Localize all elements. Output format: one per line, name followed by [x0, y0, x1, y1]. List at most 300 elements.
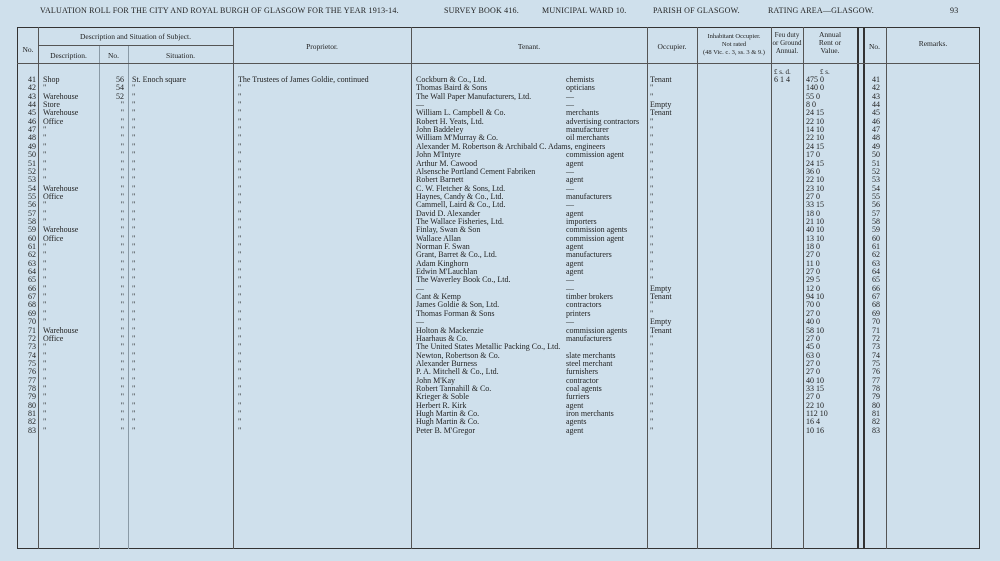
row-number-right: 75 — [872, 358, 880, 368]
row-tenant: Wallace Allan — [416, 233, 461, 243]
row-proprietor: " — [238, 308, 242, 318]
header-title: VALUATION ROLL FOR THE CITY AND ROYAL BURGH OF GLASGOW FOR THE YEAR 1913-14. — [40, 6, 399, 15]
row-number-right: 41 — [872, 75, 880, 84]
col-header-num: No. — [107, 51, 120, 60]
row-tenant: Hugh Martin & Co. — [416, 409, 480, 418]
row-occupier: " — [650, 267, 654, 277]
row-rent: 27 0 — [806, 392, 820, 402]
table-row — [0, 126, 1000, 134]
row-situation: " — [132, 166, 136, 176]
row-number-right: 64 — [872, 267, 880, 277]
row-occupier: " — [650, 141, 654, 151]
row-proprietor: " — [238, 108, 242, 118]
row-proprietor: " — [238, 367, 242, 377]
row-tenant: Robert H. Yeats, Ltd. — [416, 116, 484, 126]
row-rent: 475 0 — [806, 75, 824, 84]
table-row — [0, 393, 1000, 401]
row-trade: manufacturers — [566, 333, 612, 343]
row-tenant: Newton, Robertson & Co. — [416, 350, 500, 360]
row-situation: " — [132, 175, 136, 185]
row-number-right: 74 — [872, 350, 880, 360]
row-description: " — [43, 350, 47, 360]
row-description: " — [43, 242, 47, 251]
row-trade: agent — [566, 175, 584, 185]
col-header-feu — [771, 31, 803, 55]
row-number: 54 — [28, 183, 36, 193]
table-row — [0, 410, 1000, 418]
row-street-number: " — [120, 250, 124, 260]
row-trade: — — [566, 200, 574, 210]
row-rent: 55 0 — [806, 91, 820, 101]
row-tenant: Alexander M. Robertson & Archibald C. Adams, engineers — [416, 141, 606, 151]
row-occupier: " — [650, 308, 654, 318]
table-row — [0, 301, 1000, 309]
table-row — [0, 327, 1000, 335]
row-number: 45 — [28, 108, 36, 118]
table-row — [0, 318, 1000, 326]
row-trade: iron merchants — [566, 409, 614, 418]
row-situation: " — [132, 191, 136, 201]
table-row — [0, 368, 1000, 376]
row-street-number: " — [120, 325, 124, 335]
row-occupier: " — [650, 400, 654, 410]
row-tenant: William M'Murray & Co. — [416, 133, 498, 143]
row-rent: 27 0 — [806, 367, 820, 377]
row-occupier: " — [650, 375, 654, 385]
row-street-number: " — [120, 225, 124, 235]
row-situation: " — [132, 250, 136, 260]
row-tenant: John Baddeley — [416, 125, 464, 135]
row-situation: " — [132, 108, 136, 118]
row-proprietor: " — [238, 267, 242, 277]
row-number-right: 77 — [872, 375, 880, 385]
row-occupier: " — [650, 417, 654, 427]
row-description: Warehouse — [43, 91, 79, 101]
row-number: 76 — [28, 367, 36, 377]
row-trade: manufacturers — [566, 250, 612, 260]
row-trade: — — [566, 317, 574, 327]
row-number-right: 71 — [872, 325, 880, 335]
row-trade: agents — [566, 417, 587, 427]
row-proprietor: " — [238, 392, 242, 402]
row-rent: 27 0 — [806, 267, 820, 277]
row-description: Office — [43, 116, 64, 126]
row-rent: 8 0 — [806, 100, 816, 110]
row-occupier: " — [650, 208, 654, 218]
row-number: 74 — [28, 350, 36, 360]
row-rent: 33 15 — [806, 383, 824, 393]
row-tenant: Herbert R. Kirk — [416, 400, 467, 410]
row-occupier: " — [650, 358, 654, 368]
row-description: " — [43, 342, 47, 352]
row-situation: " — [132, 225, 136, 235]
row-number: 44 — [28, 100, 36, 110]
row-rent: 22 10 — [806, 116, 824, 126]
row-number: 62 — [28, 250, 36, 260]
row-proprietor: " — [238, 158, 242, 168]
row-trade: contractors — [566, 300, 602, 310]
row-trade: agent — [566, 242, 584, 251]
row-occupier: " — [650, 158, 654, 168]
row-number-right: 65 — [872, 275, 880, 285]
row-situation: " — [132, 275, 136, 285]
row-rent: 140 0 — [806, 83, 824, 93]
row-number-right: 48 — [872, 133, 880, 143]
row-description: " — [43, 158, 47, 168]
row-rent: 29 5 — [806, 275, 820, 285]
row-rent: 40 10 — [806, 225, 824, 235]
row-proprietor: " — [238, 292, 242, 302]
table-row — [0, 168, 1000, 176]
row-occupier: Tenant — [650, 292, 672, 302]
row-occupier: " — [650, 233, 654, 243]
row-situation: " — [132, 400, 136, 410]
row-tenant: C. W. Fletcher & Sons, Ltd. — [416, 183, 506, 193]
col-header-situation: Situation. — [166, 51, 195, 60]
row-situation: " — [132, 300, 136, 310]
row-occupier: " — [650, 175, 654, 185]
row-situation: " — [132, 292, 136, 302]
row-description: " — [43, 409, 47, 418]
table-row — [0, 285, 1000, 293]
table-row — [0, 109, 1000, 117]
row-street-number: " — [120, 333, 124, 343]
row-number-right: 56 — [872, 200, 880, 210]
row-occupier: " — [650, 383, 654, 393]
row-rent: 36 0 — [806, 166, 820, 176]
row-number: 57 — [28, 208, 36, 218]
row-proprietor: " — [238, 91, 242, 101]
row-description: " — [43, 358, 47, 368]
row-situation: " — [132, 409, 136, 418]
row-rent: 16 4 — [806, 417, 820, 427]
row-tenant: Grant, Barret & Co., Ltd. — [416, 250, 497, 260]
row-trade: furriers — [566, 392, 590, 402]
row-rent: 22 10 — [806, 133, 824, 143]
row-number: 69 — [28, 308, 36, 318]
row-occupier: " — [650, 183, 654, 193]
row-rent: 70 0 — [806, 300, 820, 310]
row-rent: 94 10 — [806, 292, 824, 302]
row-description: " — [43, 150, 47, 160]
row-street-number: " — [120, 417, 124, 427]
row-street-number: " — [120, 275, 124, 285]
col-header-remarks: Remarks. — [918, 39, 948, 48]
row-tenant: Alsensche Portland Cement Fabriken — [416, 166, 536, 176]
row-occupier: " — [650, 350, 654, 360]
row-tenant: Cant & Kemp — [416, 292, 461, 302]
row-occupier: " — [650, 125, 654, 135]
col-header-tenant: Tenant. — [517, 42, 541, 51]
row-tenant: Haarhaus & Co. — [416, 333, 468, 343]
row-description: " — [43, 417, 47, 427]
row-number-right: 44 — [872, 100, 880, 110]
row-occupier: Tenant — [650, 325, 672, 335]
row-occupier: " — [650, 425, 654, 435]
row-rent: 27 0 — [806, 308, 820, 318]
row-occupier: " — [650, 367, 654, 377]
row-proprietor: " — [238, 83, 242, 93]
row-rent: 27 0 — [806, 250, 820, 260]
row-situation: " — [132, 183, 136, 193]
row-street-number: " — [120, 233, 124, 243]
row-tenant: Hugh Martin & Co. — [416, 417, 480, 427]
table-row — [0, 260, 1000, 268]
row-description: Office — [43, 333, 64, 343]
row-occupier: " — [650, 116, 654, 126]
row-situation: " — [132, 308, 136, 318]
row-street-number: " — [120, 358, 124, 368]
rent-line1: Annual — [818, 30, 842, 39]
row-tenant: Haynes, Candy & Co., Ltd. — [416, 191, 504, 201]
table-row — [0, 235, 1000, 243]
row-tenant: P. A. Mitchell & Co., Ltd. — [416, 367, 499, 377]
row-number: 79 — [28, 392, 36, 402]
table-row — [0, 418, 1000, 426]
row-trade: contractor — [566, 375, 599, 385]
row-tenant: Cockburn & Co., Ltd. — [416, 75, 487, 84]
row-proprietor: " — [238, 216, 242, 226]
row-proprietor: " — [238, 375, 242, 385]
row-description: Warehouse — [43, 183, 79, 193]
row-number-right: 51 — [872, 158, 880, 168]
rent-currency-label: £ s. — [820, 68, 830, 76]
row-proprietor: " — [238, 242, 242, 251]
row-street-number: " — [120, 350, 124, 360]
row-number-right: 46 — [872, 116, 880, 126]
row-number-right: 83 — [872, 425, 880, 435]
row-description: " — [43, 308, 47, 318]
row-number-right: 50 — [872, 150, 880, 160]
row-proprietor: " — [238, 183, 242, 193]
row-number: 58 — [28, 216, 36, 226]
row-trade: manufacturer — [566, 125, 609, 135]
row-tenant: — — [416, 100, 424, 110]
table-row — [0, 118, 1000, 126]
table-row — [0, 360, 1000, 368]
row-number: 70 — [28, 317, 36, 327]
row-rent: 27 0 — [806, 333, 820, 343]
table-row — [0, 402, 1000, 410]
row-tenant: The Wallace Fisheries, Ltd. — [416, 216, 504, 226]
table-row — [0, 93, 1000, 101]
row-description: " — [43, 383, 47, 393]
header-ward: MUNICIPAL WARD 10. — [542, 6, 627, 15]
row-situation: " — [132, 233, 136, 243]
row-number: 68 — [28, 300, 36, 310]
row-trade: — — [566, 275, 574, 285]
row-number: 59 — [28, 225, 36, 235]
row-proprietor: " — [238, 116, 242, 126]
row-proprietor: " — [238, 166, 242, 176]
row-occupier: " — [650, 392, 654, 402]
row-description: Office — [43, 191, 64, 201]
row-description: " — [43, 175, 47, 185]
row-street-number: " — [120, 191, 124, 201]
row-number: 46 — [28, 116, 36, 126]
row-rent: 33 15 — [806, 200, 824, 210]
row-proprietor: The Trustees of James Goldie, continued — [238, 75, 369, 84]
row-number-right: 63 — [872, 258, 880, 268]
row-trade: — — [566, 100, 574, 110]
row-trade: agent — [566, 258, 584, 268]
row-number-right: 62 — [872, 250, 880, 260]
row-trade: printers — [566, 308, 591, 318]
row-number: 53 — [28, 175, 36, 185]
row-trade: — — [566, 166, 574, 176]
row-occupier: " — [650, 300, 654, 310]
row-proprietor: " — [238, 383, 242, 393]
row-proprietor: " — [238, 333, 242, 343]
row-proprietor: " — [238, 125, 242, 135]
row-occupier: " — [650, 216, 654, 226]
row-street-number: 56 — [116, 75, 124, 84]
row-number-right: 52 — [872, 166, 880, 176]
table-row — [0, 427, 1000, 435]
row-number: 77 — [28, 375, 36, 385]
row-rent: 18 0 — [806, 242, 820, 251]
table-row — [0, 385, 1000, 393]
row-tenant: William L. Campbell & Co. — [416, 108, 506, 118]
row-tenant: — — [416, 283, 424, 293]
row-street-number: " — [120, 317, 124, 327]
row-situation: " — [132, 125, 136, 135]
row-rent: 24 15 — [806, 108, 824, 118]
feu-currency-label: £ s. d. — [774, 68, 791, 76]
row-trade: importers — [566, 216, 597, 226]
row-number-right: 66 — [872, 283, 880, 293]
row-trade: coal agents — [566, 383, 602, 393]
row-description: " — [43, 258, 47, 268]
row-situation: " — [132, 267, 136, 277]
row-situation: " — [132, 242, 136, 251]
row-situation: " — [132, 358, 136, 368]
table-row — [0, 201, 1000, 209]
row-rent: 27 0 — [806, 191, 820, 201]
row-proprietor: " — [238, 150, 242, 160]
row-situation: " — [132, 375, 136, 385]
row-number-right: 76 — [872, 367, 880, 377]
row-number-right: 53 — [872, 175, 880, 185]
row-situation: " — [132, 325, 136, 335]
row-rent: 12 0 — [806, 283, 820, 293]
row-proprietor: " — [238, 358, 242, 368]
row-description: " — [43, 392, 47, 402]
row-proprietor: " — [238, 100, 242, 110]
header-survey: SURVEY BOOK 416. — [444, 6, 519, 15]
row-street-number: " — [120, 108, 124, 118]
row-street-number: " — [120, 150, 124, 160]
row-occupier: " — [650, 166, 654, 176]
row-proprietor: " — [238, 325, 242, 335]
row-trade: chemists — [566, 75, 594, 84]
row-proprietor: " — [238, 409, 242, 418]
row-trade: furnishers — [566, 367, 598, 377]
row-trade: steel merchant — [566, 358, 613, 368]
row-description: " — [43, 250, 47, 260]
rule — [17, 63, 980, 64]
row-number: 50 — [28, 150, 36, 160]
row-tenant: John M'Intyre — [416, 150, 461, 160]
row-situation: " — [132, 158, 136, 168]
row-number-right: 72 — [872, 333, 880, 343]
row-number-right: 81 — [872, 409, 880, 418]
row-street-number: " — [120, 367, 124, 377]
row-situation: " — [132, 150, 136, 160]
row-situation: " — [132, 317, 136, 327]
row-description: Warehouse — [43, 108, 79, 118]
row-description: " — [43, 292, 47, 302]
row-proprietor: " — [238, 133, 242, 143]
row-tenant: Robert Tannahill & Co. — [416, 383, 492, 393]
row-occupier: " — [650, 191, 654, 201]
row-description: " — [43, 375, 47, 385]
row-trade: agent — [566, 208, 584, 218]
row-situation: " — [132, 200, 136, 210]
row-description: " — [43, 300, 47, 310]
row-tenant: Norman F. Swan — [416, 242, 470, 251]
row-street-number: " — [120, 125, 124, 135]
row-trade: timber brokers — [566, 292, 613, 302]
row-rent: 24 15 — [806, 158, 824, 168]
rent-line2: Rent or — [818, 38, 842, 47]
row-description: Warehouse — [43, 225, 79, 235]
row-street-number: " — [120, 175, 124, 185]
row-proprietor: " — [238, 208, 242, 218]
row-street-number: " — [120, 342, 124, 352]
row-tenant: John M'Kay — [416, 375, 455, 385]
row-number: 52 — [28, 166, 36, 176]
row-occupier: " — [650, 225, 654, 235]
row-rent: 22 10 — [806, 400, 824, 410]
row-number-right: 79 — [872, 392, 880, 402]
row-number-right: 82 — [872, 417, 880, 427]
row-trade: merchants — [566, 108, 599, 118]
row-occupier: " — [650, 333, 654, 343]
row-description: Office — [43, 233, 64, 243]
table-row — [0, 310, 1000, 318]
row-occupier: Tenant — [650, 108, 672, 118]
row-situation: " — [132, 100, 136, 110]
row-number: 73 — [28, 342, 36, 352]
row-situation: " — [132, 133, 136, 143]
inhabitant-line3: (48 Vic. c. 3, ss. 3 & 9.) — [703, 49, 765, 56]
row-proprietor: " — [238, 283, 242, 293]
row-occupier: " — [650, 242, 654, 251]
row-trade: manufacturers — [566, 191, 612, 201]
row-tenant: The Wall Paper Manufacturers, Ltd. — [416, 91, 532, 101]
row-number: 80 — [28, 400, 36, 410]
row-occupier: " — [650, 133, 654, 143]
row-number-right: 47 — [872, 125, 880, 135]
row-trade: agent — [566, 158, 584, 168]
row-description: " — [43, 83, 47, 93]
row-proprietor: " — [238, 225, 242, 235]
table-row — [0, 226, 1000, 234]
row-rent: 14 10 — [806, 125, 824, 135]
row-proprietor: " — [238, 317, 242, 327]
row-street-number: " — [120, 158, 124, 168]
row-street-number: " — [120, 375, 124, 385]
row-trade: — — [566, 183, 574, 193]
row-number: 49 — [28, 141, 36, 151]
row-tenant: Alexander Burness — [416, 358, 478, 368]
table-row — [0, 251, 1000, 259]
row-trade: opticians — [566, 83, 595, 93]
row-number-right: 59 — [872, 225, 880, 235]
row-situation: " — [132, 392, 136, 402]
row-number-right: 61 — [872, 242, 880, 251]
